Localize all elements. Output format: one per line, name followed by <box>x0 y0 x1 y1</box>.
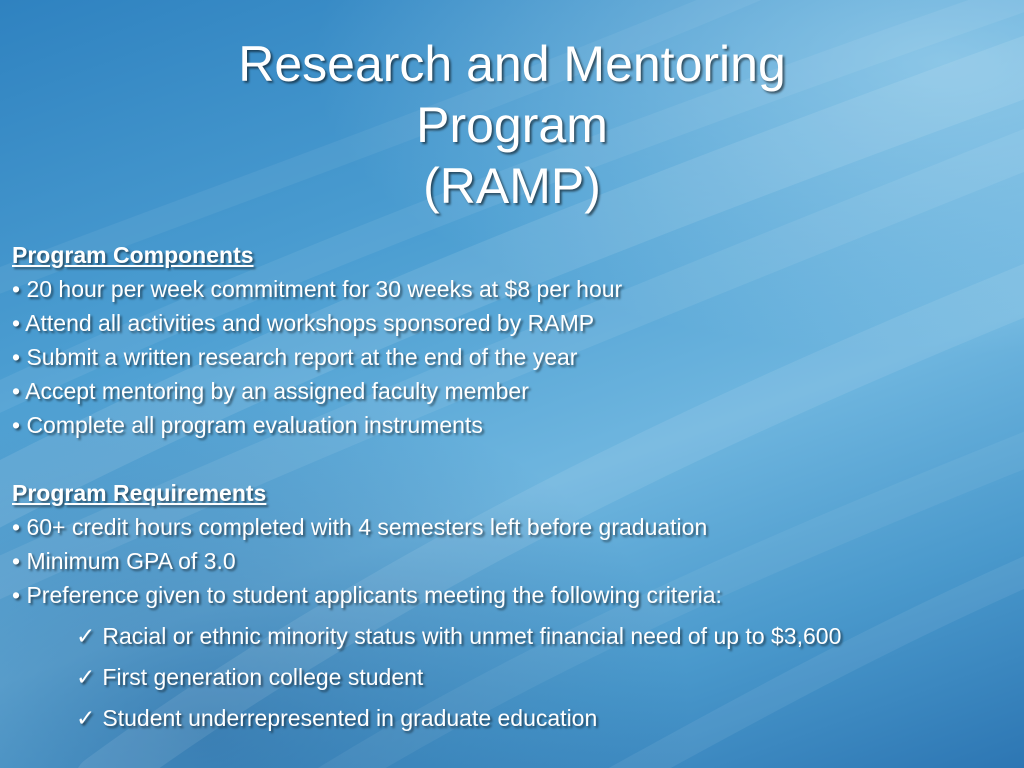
section-spacer <box>12 442 1017 476</box>
list-item: • Complete all program evaluation instruments <box>12 412 483 438</box>
components-section <box>12 238 1017 442</box>
list-item: • 60+ credit hours completed with 4 semesters left before graduation <box>12 514 708 540</box>
criteria-text: First generation college student <box>102 664 424 690</box>
list-item: • Minimum GPA of 3.0 <box>12 548 236 574</box>
slide-body <box>12 238 1017 739</box>
criteria-item <box>76 657 1017 698</box>
title-line-2: Program <box>416 97 608 153</box>
components-heading: Program Components <box>12 242 254 268</box>
criteria-list <box>12 616 1017 739</box>
list-item: • Accept mentoring by an assigned faculty member <box>12 378 529 404</box>
criteria-item <box>76 616 1017 657</box>
checkmark-icon: ✓ <box>76 664 96 690</box>
requirements-section <box>12 476 1017 739</box>
list-item: • 20 hour per week commitment for 30 weeks at $8 per hour <box>12 276 623 302</box>
checkmark-icon: ✓ <box>76 705 96 731</box>
list-item: • Attend all activities and workshops sponsored by RAMP <box>12 310 595 336</box>
requirements-heading: Program Requirements <box>12 480 267 506</box>
requirements-list <box>12 510 1017 612</box>
checkmark-icon: ✓ <box>76 623 96 649</box>
criteria-item <box>76 698 1017 739</box>
components-list <box>12 272 1017 442</box>
title-line-1: Research and Mentoring <box>238 36 786 92</box>
title-line-3: (RAMP) <box>423 158 601 214</box>
criteria-text: Racial or ethnic minority status with unmet financial need of up to $3,600 <box>102 623 842 649</box>
slide-title <box>0 34 1024 217</box>
criteria-text: Student underrepresented in graduate education <box>102 705 598 731</box>
list-item: • Preference given to student applicants meeting the following criteria: <box>12 582 722 608</box>
list-item: • Submit a written research report at the end of the year <box>12 344 578 370</box>
